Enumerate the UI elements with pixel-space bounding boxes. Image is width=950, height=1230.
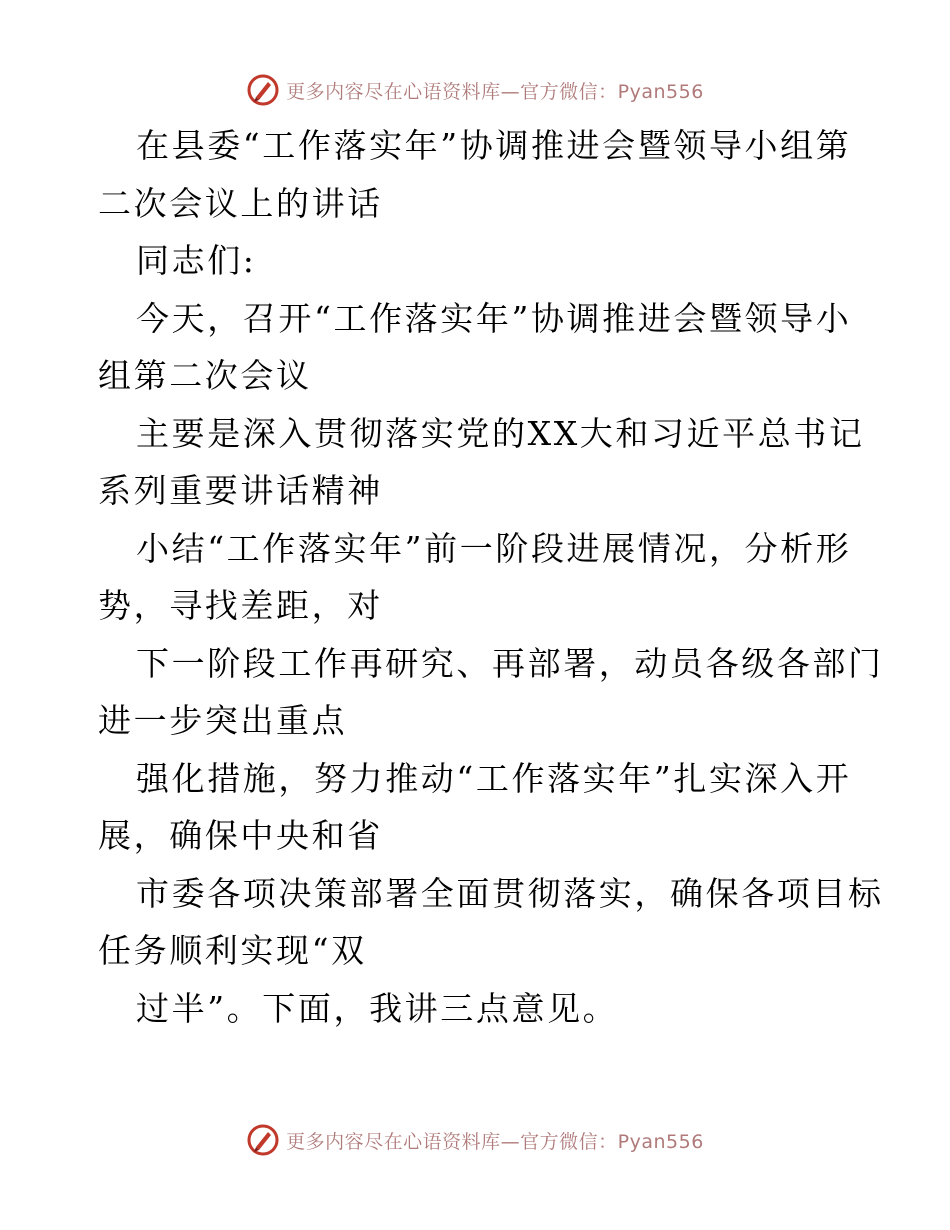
watermark-text: 更多内容尽在心语资料库—官方微信：Pyan556 <box>286 1130 704 1153</box>
header-watermark <box>0 70 950 110</box>
text-line: 市委各项决策部署全面贯彻落实，确保各项目标 <box>136 873 884 913</box>
text-line: 强化措施，努力推动“工作落实年”扎实深入开 <box>136 758 852 798</box>
text-line: 展，确保中央和省 <box>98 816 383 855</box>
text-line: 势，寻找差距，对 <box>98 586 383 625</box>
text-line: 进一步突出重点 <box>98 701 348 740</box>
text-line: 同志们: <box>136 241 257 280</box>
text-line: 小结“工作落实年”前一阶段进展情况，分析形 <box>136 528 852 568</box>
fountain-pen-logo-icon <box>246 1123 280 1157</box>
fountain-pen-logo-icon <box>246 73 280 107</box>
text-line: 主要是深入贯彻落实党的XX大和习近平总书记 <box>136 413 865 453</box>
text-line: 在县委“工作落实年”协调推进会暨领导小组第 <box>136 126 852 165</box>
document-body <box>98 117 884 1037</box>
text-line: 过半”。下面，我讲三点意见。 <box>136 988 619 1028</box>
text-line: 组第二次会议 <box>98 356 312 395</box>
footer-watermark <box>0 1120 950 1160</box>
watermark-text: 更多内容尽在心语资料库—官方微信：Pyan556 <box>286 80 704 103</box>
text-line: 任务顺利实现“双 <box>98 931 367 970</box>
text-line: 二次会议上的讲话 <box>98 183 383 223</box>
text-line: 今天，召开“工作落实年”协调推进会暨领导小 <box>136 298 852 338</box>
text-line: 系列重要讲话精神 <box>98 471 383 510</box>
text-line: 下一阶段工作再研究、再部署，动员各级各部门 <box>136 643 884 683</box>
